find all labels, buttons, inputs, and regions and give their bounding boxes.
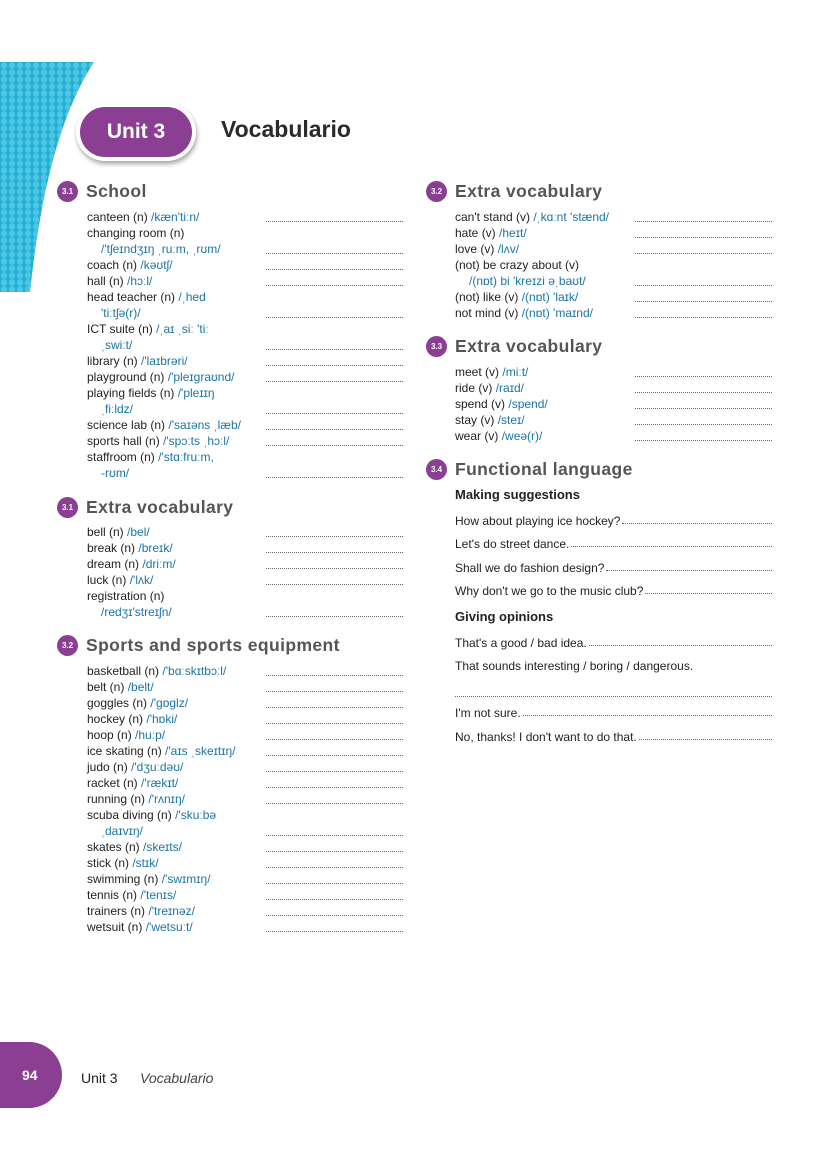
phrase-text: Let's do street dance. — [455, 537, 570, 551]
translation-line[interactable] — [635, 228, 772, 238]
answer-line[interactable] — [639, 730, 772, 740]
phrase-text: I'm not sure. — [455, 706, 521, 720]
vocab-word: running (n) — [87, 792, 146, 806]
vocab-entry — [87, 855, 403, 871]
translation-line[interactable] — [266, 746, 403, 756]
unit-badge — [76, 103, 196, 161]
vocab-word: tennis (n) — [87, 888, 138, 902]
vocab-entry — [87, 727, 403, 743]
vocab-entry-text — [455, 428, 635, 444]
vocab-entry-text — [87, 433, 266, 449]
vocab-list-extra-2 — [455, 209, 772, 321]
section-header-sports — [57, 635, 340, 656]
phonetic: /'spɔːts ˌhɔːl/ — [163, 434, 230, 448]
vocab-entry — [87, 588, 403, 620]
vocab-entry-text — [87, 540, 266, 556]
page-number-tab: 94 — [0, 1042, 62, 1108]
vocab-word: luck (n) — [87, 573, 127, 587]
phrase-list-suggestions — [455, 504, 772, 598]
phonetic: /'dʒuːdəʊ/ — [131, 760, 184, 774]
vocab-entry-text — [87, 871, 266, 887]
phonetic: /ˌaɪ ˌsiː 'tiː — [156, 322, 209, 336]
vocab-entry-text — [455, 412, 635, 428]
translation-line[interactable] — [266, 826, 403, 836]
vocab-list-extra-1 — [87, 524, 403, 620]
answer-line[interactable] — [589, 636, 772, 646]
phonetic: /huːp/ — [135, 728, 166, 742]
translation-line[interactable] — [635, 367, 772, 377]
translation-line[interactable] — [635, 276, 772, 286]
translation-line[interactable] — [266, 308, 403, 318]
vocab-entry — [87, 257, 403, 273]
vocab-entry-text — [87, 887, 266, 903]
section-badge: 3.3 — [426, 336, 447, 357]
vocab-word: stick (n) — [87, 856, 129, 870]
vocab-entry — [87, 743, 403, 759]
translation-line[interactable] — [635, 308, 772, 318]
translation-line[interactable] — [266, 276, 403, 286]
vocab-entry — [87, 353, 403, 369]
vocab-word: goggles (n) — [87, 696, 148, 710]
phonetic-continued: 'tiːtʃə(r)/ — [101, 306, 141, 320]
vocab-entry-text — [87, 449, 266, 481]
translation-line[interactable] — [266, 543, 403, 553]
translation-line[interactable] — [266, 682, 403, 692]
vocab-entry — [87, 417, 403, 433]
translation-line[interactable] — [266, 607, 403, 617]
footer-unit: Unit 3 — [81, 1070, 118, 1086]
translation-line[interactable] — [635, 244, 772, 254]
phonetic: /kəʊtʃ/ — [140, 258, 173, 272]
vocab-entry — [87, 321, 403, 353]
section-badge: 3.2 — [57, 635, 78, 656]
vocab-entry-text — [87, 727, 266, 743]
phonetic-continued: /redʒɪ'streɪʃn/ — [101, 605, 172, 619]
section-title: Functional language — [455, 459, 633, 479]
translation-line[interactable] — [635, 292, 772, 302]
phrase-item — [455, 720, 772, 744]
vocab-entry — [87, 524, 403, 540]
vocab-word: ride (v) — [455, 381, 493, 395]
section-badge: 3.2 — [426, 181, 447, 202]
vocab-entry-text — [455, 380, 635, 396]
phonetic-continued: /(nɒt) bi 'kreɪzi əˌbaʊt/ — [469, 274, 586, 288]
phonetic: /'skuːbə — [175, 808, 217, 822]
translation-line[interactable] — [266, 356, 403, 366]
vocab-entry-text — [87, 679, 266, 695]
vocab-entry — [455, 364, 772, 380]
section-title: Sports and sports equipment — [86, 635, 340, 655]
vocab-entry-text — [87, 209, 266, 225]
vocab-word: hall (n) — [87, 274, 124, 288]
answer-line[interactable] — [571, 537, 772, 547]
footer-title: Vocabulario — [140, 1070, 214, 1086]
vocab-word: hate (v) — [455, 226, 496, 240]
vocab-word: registration (n) — [87, 589, 165, 603]
phrase-text: That sounds interesting / boring / dangerous. — [455, 659, 694, 673]
phonetic: /spend/ — [508, 397, 548, 411]
vocab-entry — [87, 449, 403, 481]
vocab-word: playing fields (n) — [87, 386, 175, 400]
vocab-entry-text — [87, 385, 266, 417]
vocab-entry — [455, 428, 772, 444]
phrase-text: No, thanks! I don't want to do that. — [455, 729, 637, 744]
phonetic: /(nɒt) 'laɪk/ — [521, 290, 579, 304]
phonetic: /'laɪbrəri/ — [141, 354, 188, 368]
phrase-item — [455, 528, 772, 552]
translation-line[interactable] — [266, 575, 403, 585]
vocab-entry — [87, 759, 403, 775]
vocab-word: judo (n) — [87, 760, 128, 774]
vocab-word: swimming (n) — [87, 872, 159, 886]
vocab-entry-text — [87, 775, 266, 791]
translation-line[interactable] — [266, 730, 403, 740]
vocab-entry — [87, 556, 403, 572]
translation-line[interactable] — [266, 436, 403, 446]
translation-line[interactable] — [635, 383, 772, 393]
subheading-making-suggestions: Making suggestions — [455, 487, 580, 502]
vocab-entry — [87, 903, 403, 919]
translation-line[interactable] — [266, 527, 403, 537]
phrase-item — [455, 626, 772, 650]
subheading-giving-opinions: Giving opinions — [455, 609, 554, 624]
vocab-word: (not) like (v) — [455, 290, 519, 304]
vocab-entry — [87, 919, 403, 935]
vocab-entry-text — [87, 588, 266, 620]
vocab-entry — [87, 871, 403, 887]
section-header-extra-vocab-2 — [426, 181, 602, 202]
vocab-entry-text — [87, 417, 266, 433]
phonetic: /breɪk/ — [138, 541, 173, 555]
phonetic: /hɔːl/ — [127, 274, 153, 288]
phonetic: /steɪ/ — [497, 413, 525, 427]
vocab-word: not mind (v) — [455, 306, 519, 320]
vocab-list-extra-3 — [455, 364, 772, 444]
vocab-entry — [87, 289, 403, 321]
vocab-entry-text — [87, 855, 266, 871]
section-title: Extra vocabulary — [455, 336, 603, 356]
phonetic: /driːm/ — [142, 557, 176, 571]
phonetic: /stɪk/ — [132, 856, 159, 870]
vocab-entry-text — [87, 663, 266, 679]
vocab-entry-text — [87, 369, 266, 385]
phonetic: /'tenɪs/ — [140, 888, 177, 902]
section-header-school — [57, 181, 147, 202]
vocab-entry — [87, 695, 403, 711]
phonetic: /'treɪnəz/ — [148, 904, 195, 918]
vocab-word: ice skating (n) — [87, 744, 162, 758]
translation-line[interactable] — [266, 906, 403, 916]
vocab-entry-text — [87, 353, 266, 369]
translation-line[interactable] — [635, 212, 772, 222]
phonetic: /raɪd/ — [495, 381, 524, 395]
vocab-word: changing room (n) — [87, 226, 185, 240]
corner-decoration — [0, 62, 100, 292]
translation-line[interactable] — [266, 890, 403, 900]
phonetic: /'stɑːfruːm, — [158, 450, 214, 464]
vocab-entry-text — [87, 289, 266, 321]
vocab-entry-text — [87, 743, 266, 759]
phonetic: /weə(r)/ — [501, 429, 543, 443]
vocab-entry — [87, 791, 403, 807]
vocab-entry — [87, 775, 403, 791]
vocab-entry — [455, 225, 772, 241]
section-header-extra-vocab-3 — [426, 336, 602, 357]
translation-line[interactable] — [266, 404, 403, 414]
phonetic: /ˌkɑːnt 'stænd/ — [533, 210, 609, 224]
vocab-entry-text — [87, 903, 266, 919]
vocab-word: sports hall (n) — [87, 434, 160, 448]
vocab-entry — [87, 273, 403, 289]
page-title: Vocabulario — [221, 116, 351, 142]
vocab-word: coach (n) — [87, 258, 138, 272]
vocab-entry-text — [455, 209, 635, 225]
translation-line[interactable] — [266, 762, 403, 772]
vocab-entry-text — [87, 807, 266, 839]
phonetic: /skeɪts/ — [143, 840, 182, 854]
phonetic: /(nɒt) 'maɪnd/ — [521, 306, 593, 320]
section-title: School — [86, 181, 147, 201]
answer-line[interactable] — [455, 673, 772, 697]
vocab-entry-text — [455, 289, 635, 305]
answer-line[interactable] — [523, 706, 772, 716]
vocab-word: head teacher (n) — [87, 290, 176, 304]
vocab-entry-text — [87, 919, 266, 935]
vocab-word: ICT suite (n) — [87, 322, 153, 336]
vocab-entry-text — [87, 257, 266, 273]
vocab-word: playground (n) — [87, 370, 165, 384]
translation-line[interactable] — [266, 922, 403, 932]
vocab-word: hockey (n) — [87, 712, 144, 726]
phonetic-continued: ˌdaɪvɪŋ/ — [101, 824, 143, 838]
phonetic-continued: ˌswiːt/ — [101, 338, 133, 352]
phonetic: /'rækɪt/ — [141, 776, 179, 790]
translation-line[interactable] — [266, 468, 403, 478]
vocab-entry — [87, 663, 403, 679]
vocab-entry — [87, 839, 403, 855]
vocab-entry-text — [87, 321, 266, 353]
vocab-word: spend (v) — [455, 397, 506, 411]
vocab-word: library (n) — [87, 354, 138, 368]
vocab-entry-text — [87, 839, 266, 855]
vocab-word: wear (v) — [455, 429, 499, 443]
phonetic: /'saɪəns ˌlæb/ — [168, 418, 241, 432]
phonetic: /'hɒki/ — [146, 712, 178, 726]
vocab-word: can't stand (v) — [455, 210, 530, 224]
phonetic: /kæn'tiːn/ — [151, 210, 200, 224]
vocab-word: staffroom (n) — [87, 450, 155, 464]
phrase-text: Shall we do fashion design? — [455, 560, 605, 575]
vocab-entry — [87, 887, 403, 903]
vocab-entry-text — [455, 257, 635, 289]
section-badge: 3.1 — [57, 181, 78, 202]
vocab-entry — [87, 209, 403, 225]
vocab-entry — [87, 540, 403, 556]
vocab-entry-text — [87, 759, 266, 775]
vocab-entry — [455, 241, 772, 257]
vocab-word: hoop (n) — [87, 728, 132, 742]
translation-line[interactable] — [266, 340, 403, 350]
vocab-entry — [455, 305, 772, 321]
phonetic-continued: /'tʃeɪndʒɪŋ ˌruːm, ˌrʊm/ — [101, 242, 221, 256]
section-header-functional — [426, 459, 633, 480]
phonetic: /'aɪs ˌskeɪtɪŋ/ — [165, 744, 236, 758]
vocab-entry-text — [87, 225, 266, 257]
vocab-word: (not) be crazy about (v) — [455, 258, 580, 272]
translation-line[interactable] — [266, 842, 403, 852]
phrase-text: That's a good / bad idea. — [455, 635, 587, 650]
unit-badge-label: Unit 3 — [80, 107, 192, 157]
translation-line[interactable] — [266, 778, 403, 788]
phonetic: /'lʌk/ — [129, 573, 154, 587]
vocab-entry — [455, 209, 772, 225]
vocab-entry — [87, 572, 403, 588]
phonetic: /'wetsuːt/ — [145, 920, 193, 934]
phrase-item — [455, 551, 772, 575]
translation-line[interactable] — [635, 431, 772, 441]
vocab-word: canteen (n) — [87, 210, 148, 224]
section-header-extra-vocab-1 — [57, 497, 233, 518]
vocab-entry — [87, 369, 403, 385]
vocab-entry — [455, 412, 772, 428]
translation-line[interactable] — [266, 874, 403, 884]
vocab-entry — [455, 257, 772, 289]
phrase-item — [455, 504, 772, 528]
vocab-word: basketball (n) — [87, 664, 160, 678]
section-title: Extra vocabulary — [86, 497, 234, 517]
vocab-entry — [87, 711, 403, 727]
vocab-entry — [87, 385, 403, 417]
vocab-word: wetsuit (n) — [87, 920, 143, 934]
vocab-entry — [87, 807, 403, 839]
phonetic-continued: -rʊm/ — [101, 466, 130, 480]
translation-line[interactable] — [266, 559, 403, 569]
vocab-entry-text — [87, 572, 266, 588]
vocab-word: skates (n) — [87, 840, 140, 854]
phrase-text: Why don't we go to the music club? — [455, 584, 644, 598]
section-badge: 3.1 — [57, 497, 78, 518]
vocab-word: trainers (n) — [87, 904, 146, 918]
vocab-word: stay (v) — [455, 413, 495, 427]
vocab-entry — [87, 225, 403, 257]
translation-line[interactable] — [266, 212, 403, 222]
phonetic: /'pleɪgraʊnd/ — [167, 370, 235, 384]
phonetic: /'gɒglz/ — [150, 696, 189, 710]
translation-line[interactable] — [266, 244, 403, 254]
vocab-word: dream (n) — [87, 557, 140, 571]
section-badge: 3.4 — [426, 459, 447, 480]
vocab-entry-text — [455, 241, 635, 257]
phonetic: /belt/ — [127, 680, 154, 694]
vocab-entry-text — [87, 273, 266, 289]
phonetic: /'swɪmɪŋ/ — [161, 872, 211, 886]
phrase-item — [455, 697, 772, 721]
translation-line[interactable] — [266, 420, 403, 430]
vocab-entry-text — [455, 396, 635, 412]
vocab-entry — [455, 396, 772, 412]
phonetic: /heɪt/ — [499, 226, 527, 240]
phonetic: /miːt/ — [502, 365, 529, 379]
phonetic-continued: ˌfiːldz/ — [101, 402, 134, 416]
phrase-list-opinions — [455, 626, 772, 744]
vocab-word: scuba diving (n) — [87, 808, 172, 822]
vocab-entry — [455, 289, 772, 305]
answer-line[interactable] — [606, 561, 772, 571]
phonetic: /'bɑːskɪtbɔːl/ — [162, 664, 227, 678]
vocab-entry-text — [455, 364, 635, 380]
vocab-list-sports — [87, 663, 403, 935]
translation-line[interactable] — [266, 698, 403, 708]
translation-line[interactable] — [266, 260, 403, 270]
vocab-word: break (n) — [87, 541, 136, 555]
answer-line[interactable] — [622, 514, 772, 524]
phonetic: /bel/ — [127, 525, 150, 539]
translation-line[interactable] — [266, 666, 403, 676]
vocab-entry — [87, 679, 403, 695]
vocab-entry — [87, 433, 403, 449]
answer-line[interactable] — [645, 584, 772, 594]
vocab-entry-text — [87, 695, 266, 711]
translation-line[interactable] — [266, 794, 403, 804]
vocab-entry-text — [455, 305, 635, 321]
translation-line[interactable] — [266, 372, 403, 382]
vocab-word: science lab (n) — [87, 418, 166, 432]
phonetic: /'rʌnɪŋ/ — [148, 792, 185, 806]
vocab-entry-text — [87, 711, 266, 727]
phrase-item — [455, 575, 772, 599]
vocab-entry-text — [87, 524, 266, 540]
phrase-text: How about playing ice hockey? — [455, 513, 621, 528]
vocab-word: racket (n) — [87, 776, 138, 790]
translation-line[interactable] — [635, 415, 772, 425]
phonetic: /'pleɪɪŋ — [177, 386, 215, 400]
phonetic: /ˌhed — [178, 290, 206, 304]
translation-line[interactable] — [266, 714, 403, 724]
vocab-entry — [455, 380, 772, 396]
vocab-word: bell (n) — [87, 525, 124, 539]
phrase-item — [455, 650, 772, 674]
section-title: Extra vocabulary — [455, 181, 603, 201]
vocab-word: love (v) — [455, 242, 495, 256]
vocab-entry-text — [87, 556, 266, 572]
phonetic: /lʌv/ — [497, 242, 520, 256]
vocab-entry-text — [87, 791, 266, 807]
vocab-list-school — [87, 209, 403, 481]
translation-line[interactable] — [635, 399, 772, 409]
vocab-entry-text — [455, 225, 635, 241]
vocab-word: belt (n) — [87, 680, 125, 694]
translation-line[interactable] — [266, 858, 403, 868]
vocab-word: meet (v) — [455, 365, 500, 379]
